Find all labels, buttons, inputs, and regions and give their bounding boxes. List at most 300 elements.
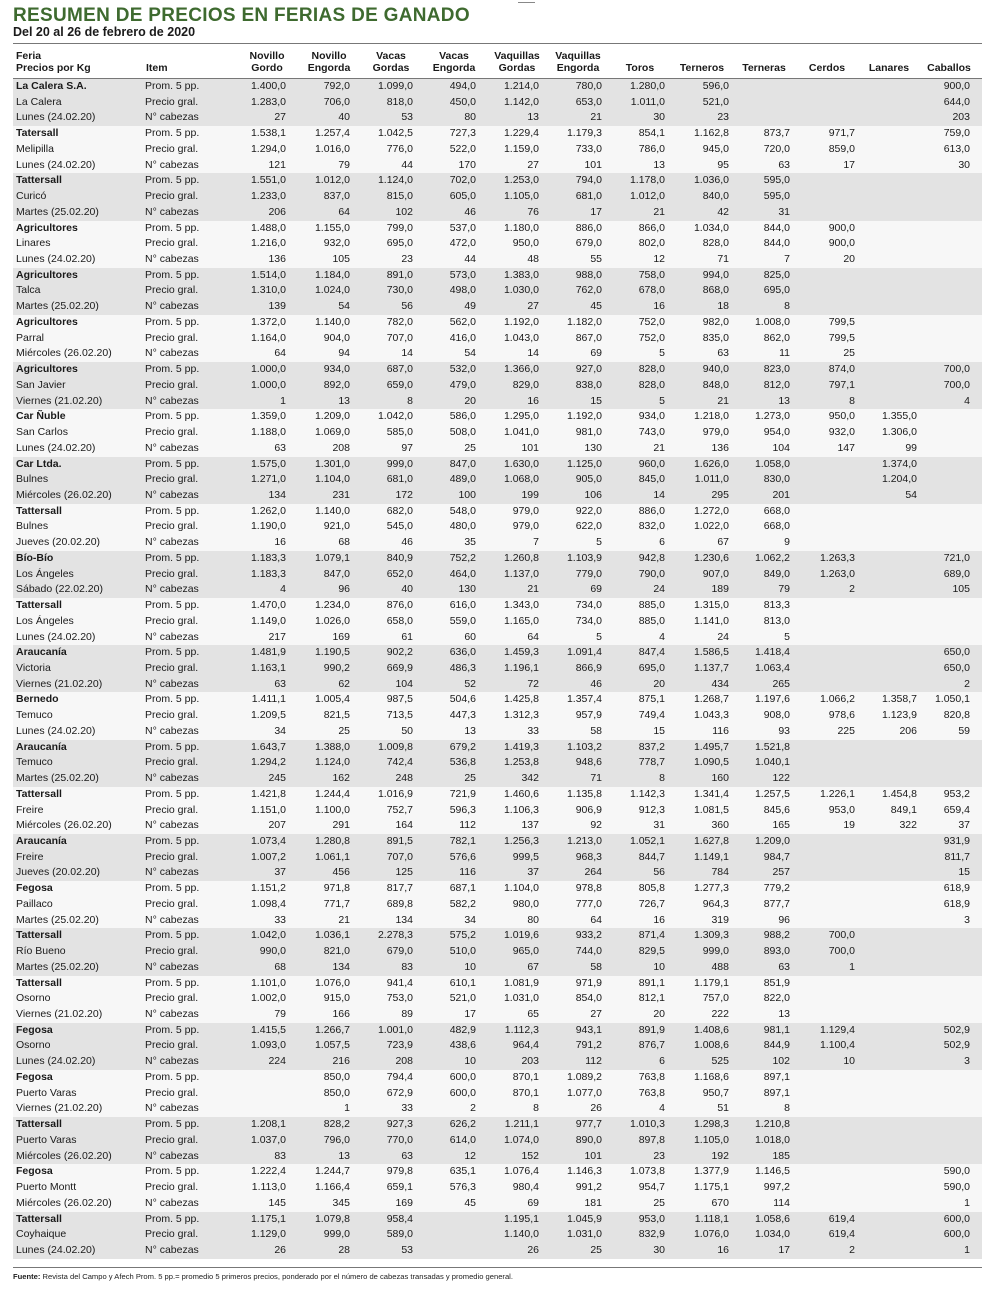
table-cell: 1.151,2 xyxy=(250,882,286,895)
table-cell: 866,9 xyxy=(575,661,602,674)
table-cell: 777,0 xyxy=(575,897,602,910)
table-cell: 1.408,6 xyxy=(693,1023,729,1036)
table-row xyxy=(13,677,982,693)
table-cell: 610,1 xyxy=(449,976,476,989)
table-cell: 1.209,0 xyxy=(314,410,350,423)
table-cell: 752,2 xyxy=(449,551,476,564)
table-cell: 1.011,0 xyxy=(630,95,665,108)
table-cell: 618,9 xyxy=(943,897,970,910)
table-cell: 862,0 xyxy=(763,331,790,344)
table-cell: 71 xyxy=(717,253,729,265)
table-cell: 31 xyxy=(653,819,665,832)
table-cell: 1.024,0 xyxy=(314,284,350,297)
table-cell: 532,0 xyxy=(449,363,476,376)
table-cell: 44 xyxy=(401,158,413,171)
item-label: Prom. 5 pp. xyxy=(145,1212,200,1225)
table-cell: 25 xyxy=(653,1196,665,1209)
feria-date: Jueves (20.02.20) xyxy=(16,536,101,549)
table-cell: 1.104,0 xyxy=(503,882,539,895)
table-cell: 618,9 xyxy=(943,882,970,895)
feria-name: Fegosa xyxy=(16,1023,53,1036)
table-cell: 2 xyxy=(964,677,970,690)
table-cell: 1.209,0 xyxy=(754,835,790,847)
table-cell: 994,0 xyxy=(702,268,729,281)
table-cell: 982,0 xyxy=(702,315,729,328)
table-cell: 960,0 xyxy=(638,457,665,470)
table-row xyxy=(13,928,982,944)
table-cell: 8 xyxy=(659,772,665,785)
table-cell: 1.343,0 xyxy=(503,599,539,612)
table-cell: 76 xyxy=(527,205,539,218)
table-cell: 752,7 xyxy=(386,803,413,816)
table-cell: 987,5 xyxy=(386,693,413,706)
table-cell: 71 xyxy=(590,772,602,785)
table-cell: 812,1 xyxy=(638,992,665,1005)
table-cell: 670 xyxy=(711,1196,729,1209)
header-col-line2: Cerdos xyxy=(808,62,846,74)
table-cell: 479,0 xyxy=(449,378,476,391)
table-cell: 1.129,4 xyxy=(819,1023,855,1036)
table-cell: 782,0 xyxy=(386,315,413,328)
feria-date: Lunes (24.02.20) xyxy=(16,253,96,265)
table-row xyxy=(13,551,982,567)
table-cell: 1.213,0 xyxy=(566,835,602,847)
table-cell: 1.643,7 xyxy=(250,740,286,753)
feria-name: La Calera S.A. xyxy=(16,80,87,92)
item-label: N° cabezas xyxy=(145,205,199,218)
item-label: Prom. 5 pp. xyxy=(145,740,200,753)
item-label: Precio gral. xyxy=(145,190,199,203)
table-cell: 1.415,5 xyxy=(250,1023,286,1036)
item-label: Precio gral. xyxy=(145,803,199,816)
table-cell: 1.315,0 xyxy=(693,599,729,612)
item-label: N° cabezas xyxy=(145,1149,199,1162)
item-label: Precio gral. xyxy=(145,331,199,344)
feria-group xyxy=(13,504,982,551)
table-cell: 886,0 xyxy=(575,221,602,234)
price-table-body xyxy=(13,79,982,1259)
table-cell: 6 xyxy=(659,1055,665,1068)
table-cell: 908,0 xyxy=(763,709,790,722)
table-cell: 104 xyxy=(772,441,790,454)
table-row xyxy=(13,1227,982,1243)
table-cell: 840,0 xyxy=(702,190,729,203)
table-cell: 1.383,0 xyxy=(503,268,539,281)
feria-group xyxy=(13,1164,982,1211)
table-row xyxy=(13,315,982,331)
table-cell: 5 xyxy=(596,536,602,549)
table-cell: 600,0 xyxy=(943,1212,970,1225)
feria-date: Miércoles (26.02.20) xyxy=(16,347,112,360)
table-cell: 498,0 xyxy=(449,284,476,297)
table-cell: 1.140,0 xyxy=(503,1228,539,1241)
table-cell: 799,5 xyxy=(828,331,855,344)
table-cell: 1.366,0 xyxy=(503,363,539,376)
table-cell: 979,8 xyxy=(386,1165,413,1178)
table-cell: 644,0 xyxy=(943,95,970,108)
table-cell: 207 xyxy=(268,819,286,832)
feria-name: Tattersall xyxy=(16,787,62,800)
item-label: Prom. 5 pp. xyxy=(145,929,200,942)
table-cell: 733,0 xyxy=(575,142,602,155)
table-cell: 92 xyxy=(590,819,602,832)
table-cell: 1.271,0 xyxy=(250,473,286,486)
table-cell: 790,0 xyxy=(638,567,665,580)
table-cell: 931,9 xyxy=(943,835,970,847)
table-cell: 763,8 xyxy=(638,1086,665,1099)
table-cell: 706,0 xyxy=(323,95,350,108)
table-cell: 152 xyxy=(521,1149,539,1162)
table-cell: 849,1 xyxy=(890,803,917,816)
feria-date: Lunes (24.02.20) xyxy=(16,158,96,171)
table-cell: 990,2 xyxy=(323,661,350,674)
table-cell: 20 xyxy=(464,394,476,407)
table-cell: 42 xyxy=(717,205,729,218)
table-cell: 21 xyxy=(653,205,665,218)
table-cell: 1.182,0 xyxy=(566,315,602,328)
table-cell: 63 xyxy=(401,1149,413,1162)
table-cell: 891,5 xyxy=(386,835,413,847)
table-cell: 595,0 xyxy=(763,190,790,203)
table-cell: 69 xyxy=(590,347,602,360)
table-cell: 805,8 xyxy=(638,882,665,895)
table-cell: 1.151,0 xyxy=(250,803,286,816)
table-cell: 988,0 xyxy=(575,268,602,281)
table-cell: 63 xyxy=(778,960,790,973)
item-label: Prom. 5 pp. xyxy=(145,693,200,706)
feria-location: Paillaco xyxy=(16,897,53,910)
item-label: Precio gral. xyxy=(145,142,199,155)
table-cell: 1.074,0 xyxy=(503,1133,539,1146)
table-cell: 730,0 xyxy=(386,284,413,297)
table-cell: 1.425,8 xyxy=(503,693,539,706)
table-cell: 885,0 xyxy=(638,614,665,627)
table-cell: 812,0 xyxy=(763,378,790,391)
table-cell: 345 xyxy=(332,1196,350,1209)
item-label: Precio gral. xyxy=(145,709,199,722)
table-cell: 797,1 xyxy=(828,378,855,391)
table-cell: 7 xyxy=(784,253,790,265)
table-cell: 681,0 xyxy=(575,190,602,203)
table-cell: 1.209,5 xyxy=(250,709,286,722)
table-cell: 139 xyxy=(268,300,286,313)
table-cell: 875,1 xyxy=(638,693,665,706)
table-cell: 950,0 xyxy=(828,410,855,423)
table-cell: 700,0 xyxy=(828,945,855,958)
table-cell: 1.036,1 xyxy=(314,929,350,942)
table-cell: 1.142,0 xyxy=(503,95,539,108)
table-cell: 206 xyxy=(268,205,286,218)
feria-date: Martes (25.02.20) xyxy=(16,772,99,785)
header-col-line1 xyxy=(909,50,989,62)
table-cell: 636,0 xyxy=(449,646,476,659)
table-cell: 96 xyxy=(338,583,350,596)
feria-location: Melipilla xyxy=(16,142,54,155)
table-cell: 689,8 xyxy=(386,897,413,910)
table-cell: 30 xyxy=(653,1243,665,1256)
table-cell: 770,0 xyxy=(386,1133,413,1146)
table-cell: 932,0 xyxy=(828,426,855,439)
feria-name: Agricultores xyxy=(16,221,78,234)
item-label: Prom. 5 pp. xyxy=(145,457,200,470)
table-cell: 10 xyxy=(464,1055,476,1068)
table-cell: 792,0 xyxy=(323,80,350,92)
table-cell: 1.273,0 xyxy=(754,410,790,423)
table-cell: 106 xyxy=(584,488,602,501)
header-top-rule xyxy=(13,43,982,44)
table-cell: 659,4 xyxy=(943,803,970,816)
table-row xyxy=(13,582,982,598)
table-cell: 1.280,0 xyxy=(629,80,665,92)
table-cell: 46 xyxy=(590,677,602,690)
table-cell: 2 xyxy=(470,1102,476,1115)
table-cell: 537,0 xyxy=(449,221,476,234)
table-cell: 25 xyxy=(464,441,476,454)
table-cell: 905,0 xyxy=(575,473,602,486)
table-cell: 1.002,0 xyxy=(250,992,286,1005)
table-cell: 79 xyxy=(274,1008,286,1020)
table-cell: 707,0 xyxy=(386,331,413,344)
item-label: N° cabezas xyxy=(145,583,199,596)
table-cell: 1.042,0 xyxy=(250,929,286,942)
table-cell: 9 xyxy=(784,536,790,549)
table-cell: 434 xyxy=(711,677,729,690)
table-cell: 922,0 xyxy=(575,504,602,517)
table-cell: 1.005,4 xyxy=(314,693,350,706)
table-cell: 838,0 xyxy=(575,378,602,391)
table-cell: 189 xyxy=(711,583,729,596)
table-cell: 6 xyxy=(659,536,665,549)
table-cell: 15 xyxy=(653,724,665,737)
table-cell: 83 xyxy=(274,1149,286,1162)
table-row xyxy=(13,1149,982,1165)
table-cell: 779,2 xyxy=(763,882,790,895)
table-cell: 1.022,0 xyxy=(693,520,729,533)
feria-location: San Javier xyxy=(16,378,66,391)
table-cell: 1.030,0 xyxy=(503,284,539,297)
table-cell: 1.233,0 xyxy=(250,190,286,203)
table-row xyxy=(13,1101,982,1117)
table-cell: 933,2 xyxy=(575,929,602,942)
table-cell: 45 xyxy=(590,300,602,313)
header-col-line1: Novillo xyxy=(311,50,347,62)
table-cell: 897,1 xyxy=(763,1070,790,1083)
table-cell: 791,2 xyxy=(575,1039,602,1052)
table-cell: 525 xyxy=(711,1055,729,1068)
table-cell: 811,7 xyxy=(944,850,970,863)
table-cell: 1.244,4 xyxy=(314,787,350,800)
feria-location: Los Ángeles xyxy=(16,614,74,627)
feria-name: Tatersall xyxy=(16,127,59,140)
item-label: Prom. 5 pp. xyxy=(145,551,200,564)
item-label: Precio gral. xyxy=(145,426,199,439)
table-cell: 54 xyxy=(905,488,917,501)
table-row xyxy=(13,944,982,960)
table-row xyxy=(13,268,982,284)
table-cell: 1.630,0 xyxy=(503,457,539,470)
table-cell: 33 xyxy=(401,1102,413,1115)
table-cell: 613,0 xyxy=(943,142,970,155)
table-row xyxy=(13,1086,982,1102)
table-cell: 360 xyxy=(711,819,729,832)
table-row xyxy=(13,991,982,1007)
table-cell: 64 xyxy=(274,347,286,360)
table-cell: 172 xyxy=(395,488,413,501)
table-cell: 1.034,0 xyxy=(693,221,729,234)
item-label: Precio gral. xyxy=(145,520,199,533)
table-cell: 89 xyxy=(401,1008,413,1020)
table-cell: 932,0 xyxy=(323,237,350,250)
table-cell: 8 xyxy=(849,394,855,407)
table-cell: 1.118,1 xyxy=(694,1212,729,1225)
item-label: N° cabezas xyxy=(145,1243,199,1256)
table-cell: 1 xyxy=(849,960,855,973)
table-cell: 2 xyxy=(849,583,855,596)
table-cell: 1.155,0 xyxy=(314,221,350,234)
table-cell: 1.101,0 xyxy=(250,976,286,989)
table-cell: 105 xyxy=(952,583,970,596)
feria-name: Agricultores xyxy=(16,268,78,281)
table-cell: 559,0 xyxy=(449,614,476,627)
table-cell: 67 xyxy=(527,960,539,973)
table-cell: 971,8 xyxy=(323,882,350,895)
table-cell: 900,0 xyxy=(828,237,855,250)
table-cell: 600,0 xyxy=(449,1086,476,1099)
item-label: Precio gral. xyxy=(145,378,199,391)
table-row xyxy=(13,504,982,520)
table-row xyxy=(13,1007,982,1023)
table-cell: 844,9 xyxy=(763,1039,790,1052)
table-cell: 94 xyxy=(338,347,350,360)
header-col-line2: Caballos xyxy=(927,62,971,74)
table-cell: 1.538,1 xyxy=(250,127,286,140)
table-cell: 67 xyxy=(717,536,729,549)
table-cell: 1.041,0 xyxy=(503,426,539,439)
item-label: Prom. 5 pp. xyxy=(145,835,200,847)
table-cell: 854,0 xyxy=(575,992,602,1005)
table-row xyxy=(13,913,982,929)
table-cell: 1.146,3 xyxy=(566,1165,602,1178)
feria-date: Viernes (21.02.20) xyxy=(16,677,103,690)
table-cell: 1.168,6 xyxy=(693,1070,729,1083)
table-row xyxy=(13,252,982,268)
table-cell: 438,6 xyxy=(449,1039,476,1052)
feria-name: Agricultores xyxy=(16,363,78,376)
table-cell: 1.183,3 xyxy=(250,551,286,564)
table-cell: 742,4 xyxy=(386,756,413,769)
item-label: Precio gral. xyxy=(145,1133,199,1146)
table-row xyxy=(13,1212,982,1228)
table-row xyxy=(13,661,982,677)
table-cell: 893,0 xyxy=(763,945,790,958)
feria-date: Martes (25.02.20) xyxy=(16,913,99,926)
table-cell: 702,0 xyxy=(449,174,476,187)
table-cell: 799,0 xyxy=(386,221,413,234)
table-cell: 820,8 xyxy=(943,709,970,722)
table-cell: 134 xyxy=(268,488,286,501)
table-cell: 536,8 xyxy=(449,756,476,769)
feria-date: Sábado (22.02.20) xyxy=(16,583,103,596)
table-cell: 1.105,0 xyxy=(693,1133,729,1146)
table-cell: 1.309,3 xyxy=(693,929,729,942)
table-cell: 771,7 xyxy=(323,897,350,910)
table-cell: 576,3 xyxy=(449,1181,476,1194)
feria-date: Lunes (24.02.20) xyxy=(16,724,96,737)
feria-group xyxy=(13,409,982,456)
table-cell: 1.052,1 xyxy=(629,835,665,847)
table-cell: 21 xyxy=(717,394,729,407)
table-cell: 13 xyxy=(338,394,350,407)
header-feria-line1: Feria xyxy=(16,50,42,62)
feria-group xyxy=(13,598,982,645)
table-cell: 940,0 xyxy=(702,363,729,376)
table-row xyxy=(13,897,982,913)
table-cell: 590,0 xyxy=(943,1165,970,1178)
table-cell: 678,0 xyxy=(638,284,665,297)
table-cell: 619,4 xyxy=(828,1212,855,1225)
table-cell: 1.026,0 xyxy=(314,614,350,627)
table-cell: 1.470,0 xyxy=(250,599,286,612)
table-row xyxy=(13,299,982,315)
item-label: Prom. 5 pp. xyxy=(145,1165,200,1178)
table-cell: 948,6 xyxy=(575,756,602,769)
table-cell: 1.358,7 xyxy=(881,693,917,706)
table-cell: 953,2 xyxy=(943,787,970,800)
table-cell: 1.112,3 xyxy=(504,1023,539,1036)
table-cell: 95 xyxy=(717,158,729,171)
table-cell: 912,3 xyxy=(638,803,665,816)
table-cell: 25 xyxy=(464,772,476,785)
item-label: Precio gral. xyxy=(145,1039,199,1052)
table-cell: 1.103,2 xyxy=(566,740,602,753)
table-row xyxy=(13,960,982,976)
table-cell: 104 xyxy=(395,677,413,690)
feria-group xyxy=(13,79,982,126)
table-cell: 114 xyxy=(773,1196,790,1209)
table-cell: 27 xyxy=(527,158,539,171)
table-cell: 134 xyxy=(395,913,413,926)
table-cell: 1.018,0 xyxy=(754,1133,790,1146)
table-cell: 844,0 xyxy=(763,221,790,234)
table-cell: 5 xyxy=(659,347,665,360)
table-cell: 817,7 xyxy=(386,882,413,895)
item-label: N° cabezas xyxy=(145,724,199,737)
table-cell: 1.216,0 xyxy=(250,237,286,250)
table-cell: 614,0 xyxy=(449,1133,476,1146)
table-cell: 33 xyxy=(527,724,539,737)
table-row xyxy=(13,818,982,834)
table-cell: 1.178,0 xyxy=(629,174,665,187)
table-cell: 954,0 xyxy=(763,426,790,439)
table-cell: 897,1 xyxy=(763,1086,790,1099)
table-cell: 980,0 xyxy=(512,897,539,910)
feria-group xyxy=(13,1117,982,1164)
table-cell: 1.031,0 xyxy=(503,992,539,1005)
table-cell: 600,0 xyxy=(943,1228,970,1241)
feria-location: Puerto Varas xyxy=(16,1086,77,1099)
table-row xyxy=(13,126,982,142)
table-row xyxy=(13,803,982,819)
table-cell: 743,0 xyxy=(638,426,665,439)
table-cell: 1.179,3 xyxy=(566,127,602,140)
table-cell: 1.551,0 xyxy=(250,174,286,187)
table-cell: 945,0 xyxy=(702,142,729,155)
table-cell: 844,0 xyxy=(763,237,790,250)
table-cell: 1.418,4 xyxy=(754,646,790,659)
table-cell: 980,4 xyxy=(512,1181,539,1194)
table-cell: 999,5 xyxy=(512,850,539,863)
table-cell: 248 xyxy=(395,772,413,785)
